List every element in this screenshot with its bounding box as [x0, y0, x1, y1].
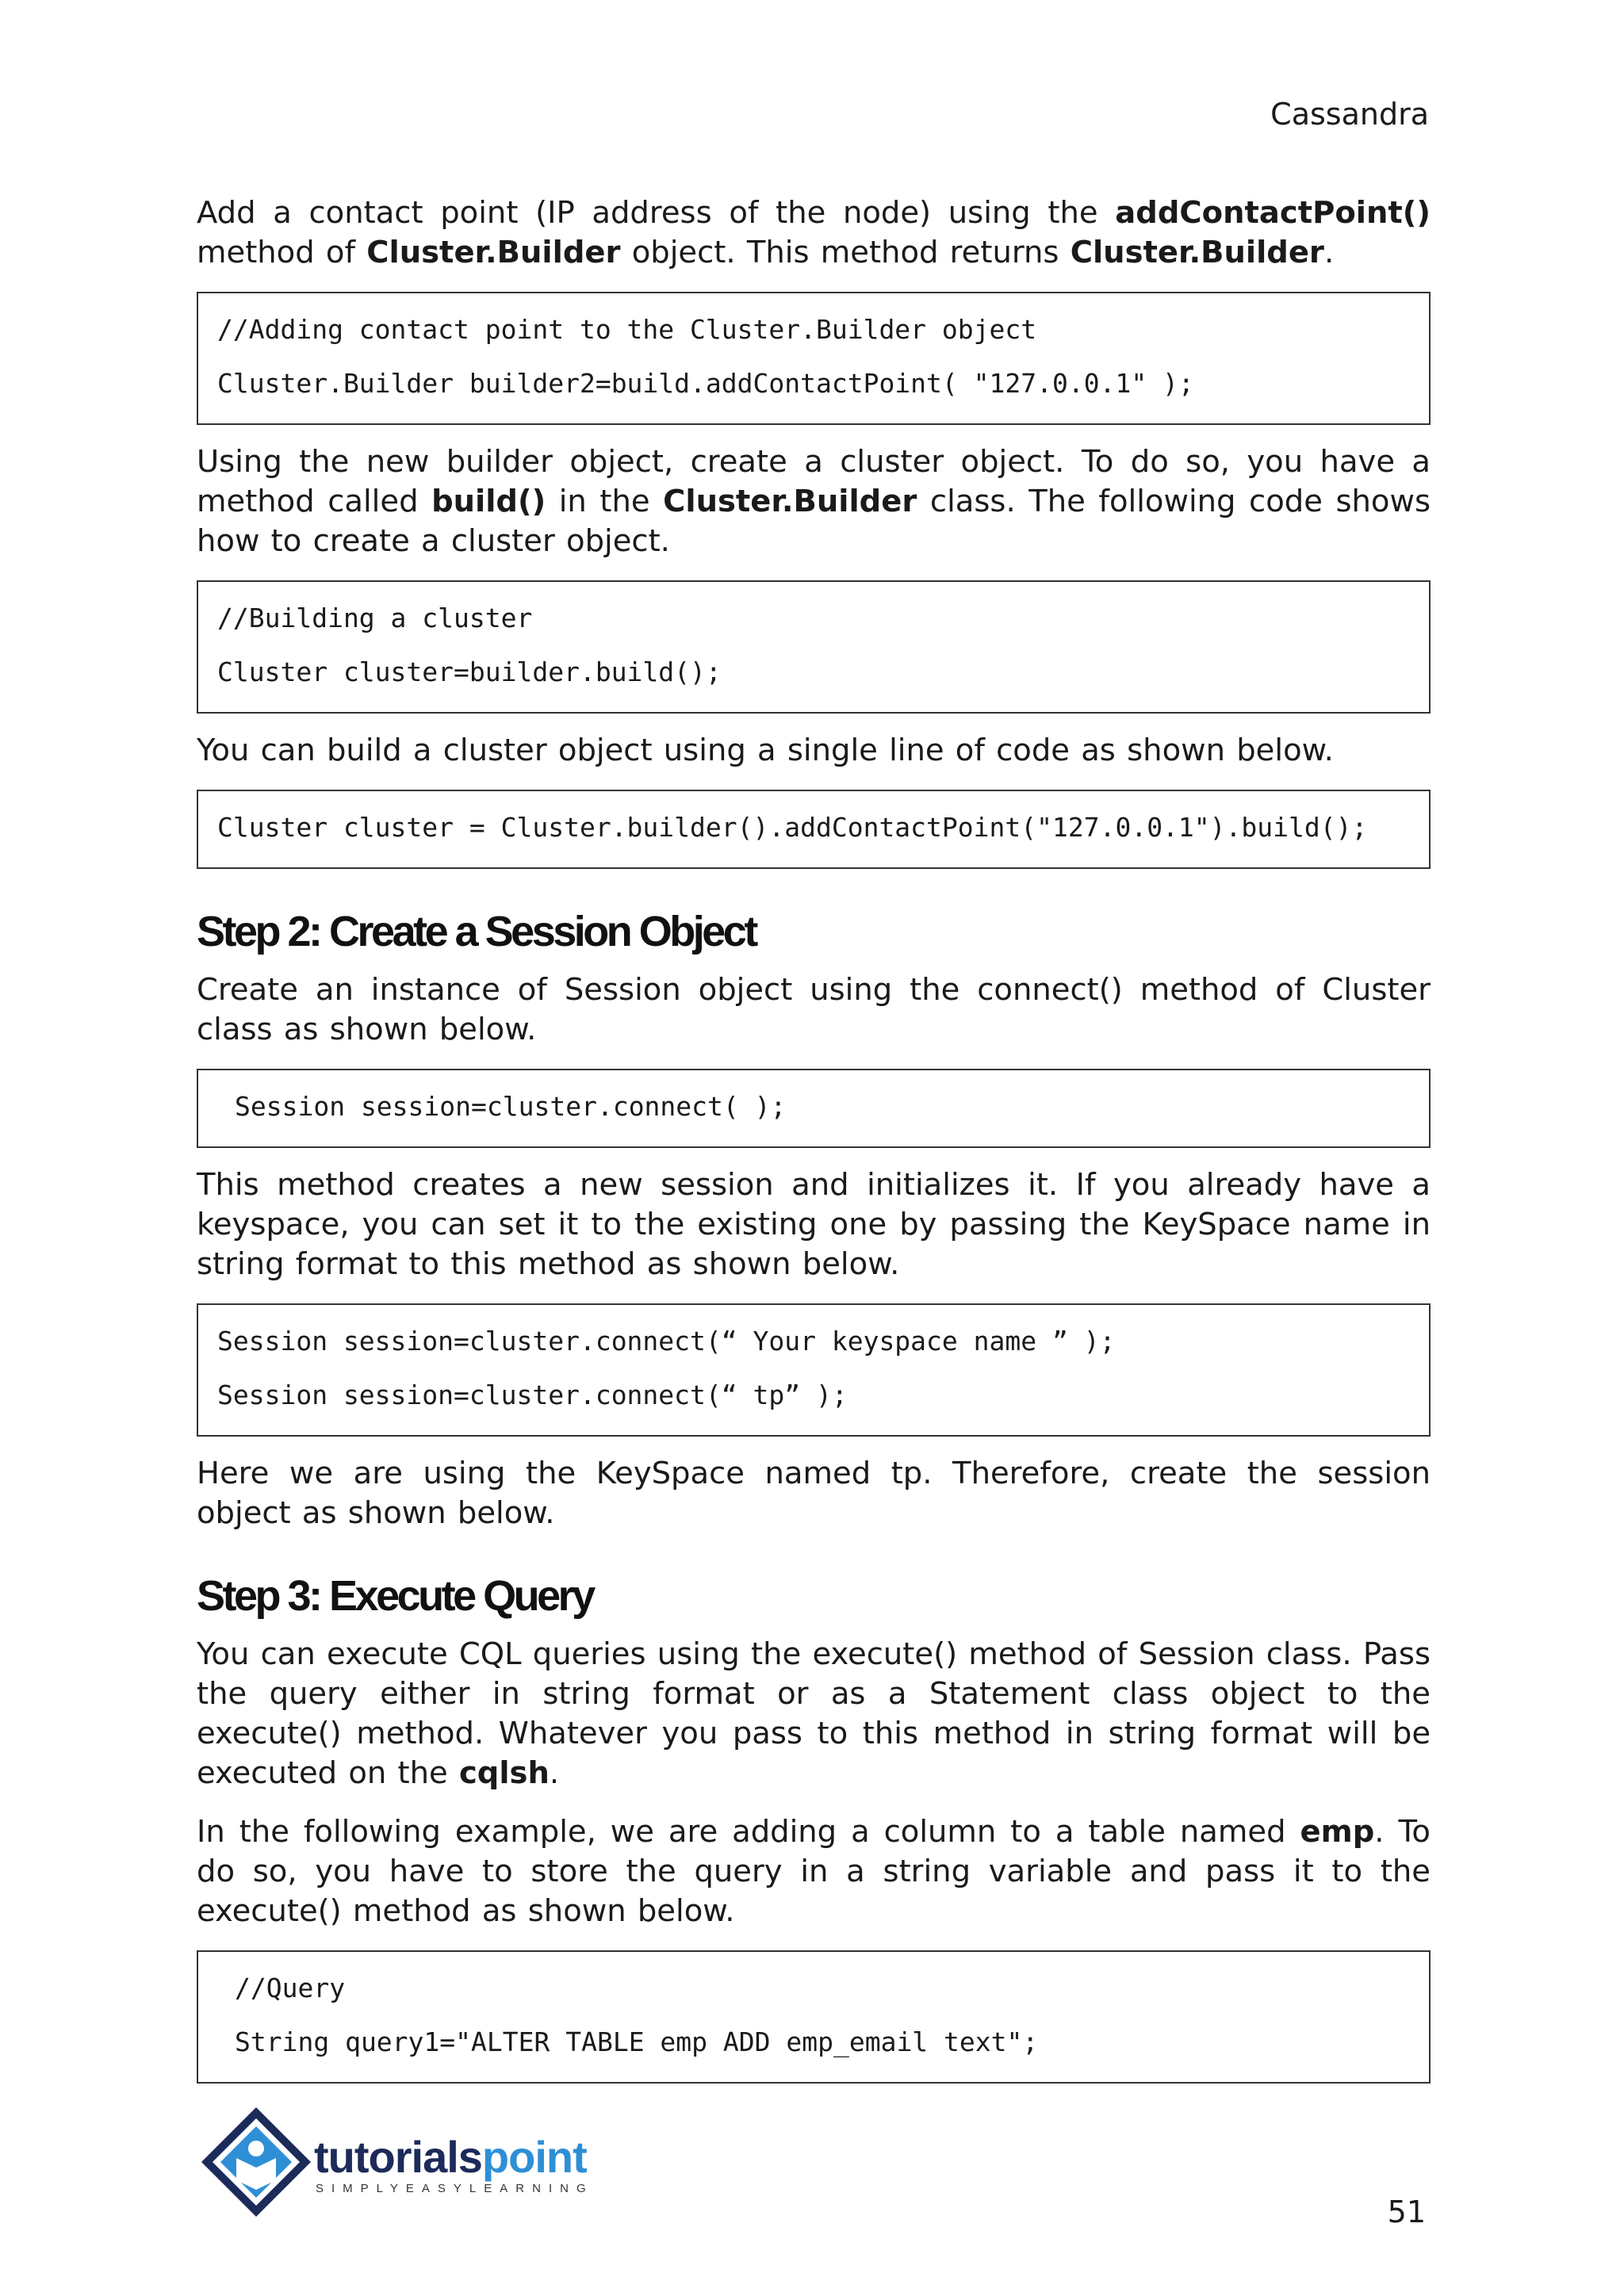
code-line: Cluster.Builder builder2=build.addContactPoint( "127.0.0.1" ); [217, 368, 1194, 399]
text-run: . [1323, 235, 1335, 270]
logo-word-point: point [481, 2132, 587, 2182]
paragraph-session-keyspace: This method creates a new session and initializes it. If you already have a keyspace, you can set it to the existing one by passing the KeySpace name in string format to this method as shown below. [197, 1167, 1431, 1282]
bold-term: Cluster.Builder [663, 484, 917, 519]
code-block-contact-point [197, 292, 1431, 425]
bold-term: Cluster.Builder [1070, 235, 1324, 270]
text-run: in the [546, 484, 664, 519]
text-run: class. The following code shows how to create a cluster object. [197, 484, 1431, 559]
text-run: In the following example, we are adding a column to a table named [197, 1814, 1300, 1850]
code-block-session [197, 1069, 1431, 1148]
code-block-building-cluster [197, 580, 1431, 714]
text-run: . To do so, you have to store the query in a string variable and pass it to the execute() method as shown below. [197, 1814, 1431, 1929]
logo-wordmark [314, 2131, 587, 2183]
code-line: //Adding contact point to the Cluster.Builder object [217, 314, 1037, 345]
tutorialspoint-logo [197, 2103, 609, 2221]
text-run: . [549, 1755, 560, 1791]
text-run: You can execute CQL queries using the execute() method of Session class. Pass the query either in string format or as a Statement class object to the execute() method. Whatever you pass to this method in string format will be executed on the [197, 1636, 1431, 1791]
bold-term: cqlsh [458, 1755, 550, 1791]
code-line: Session session=cluster.connect(“ tp” ); [217, 1380, 848, 1410]
code-block-single-line [197, 790, 1431, 869]
code-block-query [197, 1950, 1431, 2084]
bold-term: emp [1300, 1814, 1375, 1850]
code-line: //Query [235, 1973, 346, 2003]
paragraph-session-instance: Create an instance of Session object using the connect() method of Cluster class as shown below. [197, 972, 1431, 1047]
bold-term: Cluster.Builder [366, 235, 621, 270]
paragraph-build-cluster [197, 442, 1431, 561]
text-run: Using the new builder object, create a cluster object. To do so, you have a method called [197, 444, 1431, 519]
code-block-keyspace [197, 1303, 1431, 1437]
bold-term: addContactPoint() [1115, 195, 1431, 231]
paragraph-add-contact-point [197, 193, 1431, 273]
logo-diamond-icon [197, 2103, 316, 2221]
code-line: Cluster cluster=builder.build(); [217, 656, 722, 687]
code-line: //Building a cluster [217, 603, 533, 633]
logo-tagline: SIMPLYEASYLEARNING [316, 2182, 594, 2195]
text-run: method of [197, 235, 367, 270]
running-header: Cassandra [1270, 97, 1429, 132]
paragraph-example [197, 1812, 1431, 1931]
paragraph-execute [197, 1635, 1431, 1793]
text-run: Add a contact point (IP address of the node) using the [197, 195, 1116, 231]
page-content [197, 193, 1431, 2101]
code-line: Session session=cluster.connect( ); [235, 1091, 787, 1122]
code-line: Cluster cluster = Cluster.builder().addContactPoint("127.0.0.1").build(); [217, 812, 1368, 843]
code-line: String query1="ALTER TABLE emp ADD emp_email text"; [235, 2026, 1039, 2057]
paragraph-single-line: You can build a cluster object using a single line of code as shown below. [197, 733, 1334, 768]
bold-term: build() [431, 484, 546, 519]
logo-word-tutorials: tutorials [314, 2132, 482, 2182]
code-line: Session session=cluster.connect(“ Your keyspace name ” ); [217, 1326, 1116, 1357]
heading-step-3: Step 3: Execute Query [197, 1572, 593, 1620]
text-run: object. This method returns [620, 235, 1071, 270]
paragraph-keyspace-tp: Here we are using the KeySpace named tp. Therefore, create the session object as shown below. [197, 1456, 1431, 1531]
heading-step-2: Step 2: Create a Session Object [197, 908, 756, 955]
page-number: 51 [1387, 2195, 1426, 2229]
